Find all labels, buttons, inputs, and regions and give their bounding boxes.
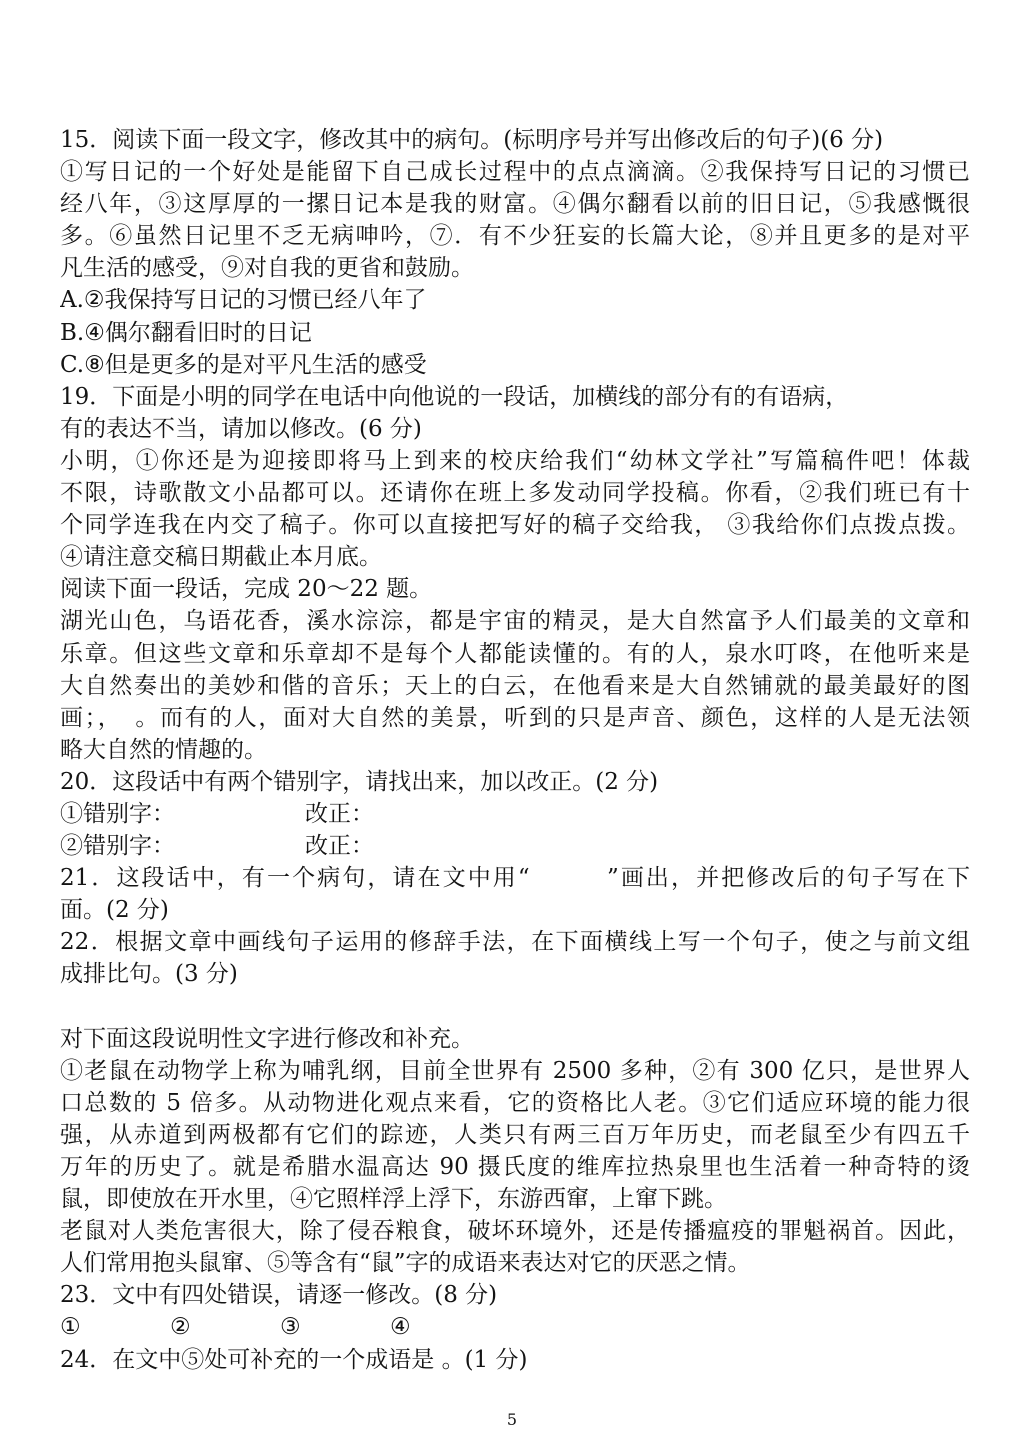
q19-passage-line: ④请注意交稿日期截止本月底。	[60, 544, 382, 571]
q15-option-a: A.②我保持写日记的习惯已经八年了	[60, 287, 427, 314]
q19-prompt-cont: 有的表达不当，请加以修改。(6 分)	[60, 415, 422, 442]
q20-answer-row	[60, 830, 970, 862]
reading-passage-line: 略大自然的情趣的。	[60, 736, 267, 763]
reading-passage-line: 画；， 。而有的人，面对大自然的美景，听到的只是声音、颜色，这样的人是无法领	[60, 704, 970, 731]
q15-prompt: 15．阅读下面一段文字，修改其中的病句。(标明序号并写出修改后的句子)(6 分)	[60, 127, 884, 153]
page-content	[60, 124, 970, 1376]
q24-prompt: 24．在文中⑤处可补充的一个成语是 。(1 分)	[60, 1346, 528, 1373]
q21-prompt: 21．这段话中，有一个病句，请在文中用“ ”画出，并把修改后的句子写在下	[60, 865, 970, 892]
explanatory-passage-line: ①老鼠在动物学上称为哺乳纲，目前全世界有 2500 多种，②有 300 亿只，是世界人	[60, 1057, 970, 1084]
q23-blank-2: ②	[170, 1314, 191, 1341]
q23-blank-4: ④	[390, 1314, 411, 1341]
section-spacer	[60, 991, 970, 1023]
q20-prompt: 20．这段话中有两个错别字，请找出来，加以改正。(2 分)	[60, 768, 659, 795]
q20-fix-label: 改正：	[305, 833, 374, 860]
explanatory-intro: 对下面这段说明性文字进行修改和补充。	[60, 1025, 474, 1052]
q19-passage-line: 不限，诗歌散文小品都可以。还请你在班上多发动同学投稿。你看，②我们班已有十	[60, 480, 970, 507]
q20-fix-label: 改正：	[305, 800, 374, 827]
q19-prompt: 19．下面是小明的同学在电话中向他说的一段话，加横线的部分有的有语病，	[60, 383, 849, 410]
q15-passage-line: ①写日记的一个好处是能留下自己成长过程中的点点滴滴。②我保持写日记的习惯已	[60, 159, 970, 186]
explanatory-passage-line: 老鼠对人类危害很大，除了侵吞粮食，破坏环境外，还是传播瘟疫的罪魁祸首。因此，	[60, 1218, 970, 1245]
explanatory-passage-line: 鼠，即使放在开水里，④它照样浮上浮下，东游西窜，上窜下跳。	[60, 1186, 727, 1213]
q19-passage-line: 小明，①你还是为迎接即将马上到来的校庆给我们“幼林文学社”写篇稿件吧！体裁	[60, 447, 970, 474]
q23-blank-1: ①	[60, 1314, 81, 1341]
explanatory-passage-line: 万年的历史了。就是希腊水温高达 90 摄氏度的维库拉热泉里也生活着一种奇特的烫	[60, 1154, 970, 1180]
q15-option-b: B.④偶尔翻看旧时的日记	[60, 319, 312, 346]
q23-blank-3: ③	[280, 1314, 301, 1341]
q19-passage-line: 个同学连我在内交了稿子。你可以直接把写好的稿子交给我， ③我给你们点拨点拨。	[60, 512, 970, 539]
page-number: 5	[506, 1410, 518, 1429]
explanatory-passage-line: 强，从赤道到两极都有它们的踪迹，人类只有两三百万年历史，而老鼠至少有四五千	[60, 1121, 970, 1148]
reading-passage-line: 湖光山色，乌语花香，溪水淙淙，都是宇宙的精灵，是大自然富予人们最美的文章和	[60, 608, 970, 635]
q15-passage-line: 经八年，③这厚厚的一摞日记本是我的财富。④偶尔翻看以前的旧日记，⑤我感慨很	[60, 191, 970, 218]
q22-prompt: 22．根据文章中画线句子运用的修辞手法，在下面横线上写一个句子，使之与前文组	[60, 929, 970, 956]
explanatory-passage-line: 人们常用抱头鼠窜、⑤等含有“鼠”字的成语来表达对它的厌恶之情。	[60, 1250, 751, 1277]
reading-passage-line: 大自然奏出的美妙和偕的音乐；天上的白云，在他看来是大自然铺就的最美最好的图	[60, 672, 970, 699]
q23-prompt: 23．文中有四处错误，请逐一修改。(8 分)	[60, 1282, 498, 1309]
q15-passage-line: 凡生活的感受，⑨对自我的更省和鼓励。	[60, 255, 474, 282]
q20-wrong-char-label: ①错别字：	[60, 800, 175, 827]
q15-passage-line: 多。⑥虽然日记里不乏无病呻吟，⑦．有不少狂妄的长篇大论，⑧并且更多的是对平	[60, 223, 970, 250]
q20-answer-row	[60, 798, 970, 830]
q15-option-c: C.⑧但是更多的是对平凡生活的感受	[60, 351, 427, 378]
q23-answer-blanks	[60, 1311, 970, 1343]
q20-wrong-char-label: ②错别字：	[60, 833, 175, 860]
q21-prompt-cont: 面。(2 分)	[60, 897, 169, 924]
reading-intro: 阅读下面一段话，完成 20～22 题。	[60, 576, 433, 603]
reading-passage-line: 乐章。但这些文章和乐章却不是每个人都能读懂的。有的人，泉水叮咚，在他听来是	[60, 640, 970, 667]
q22-prompt-cont: 成排比句。(3 分)	[60, 961, 238, 988]
explanatory-passage-line: 口总数的 5 倍多。从动物进化观点来看，它的资格比人老。③它们适应环境的能力很	[60, 1089, 970, 1116]
